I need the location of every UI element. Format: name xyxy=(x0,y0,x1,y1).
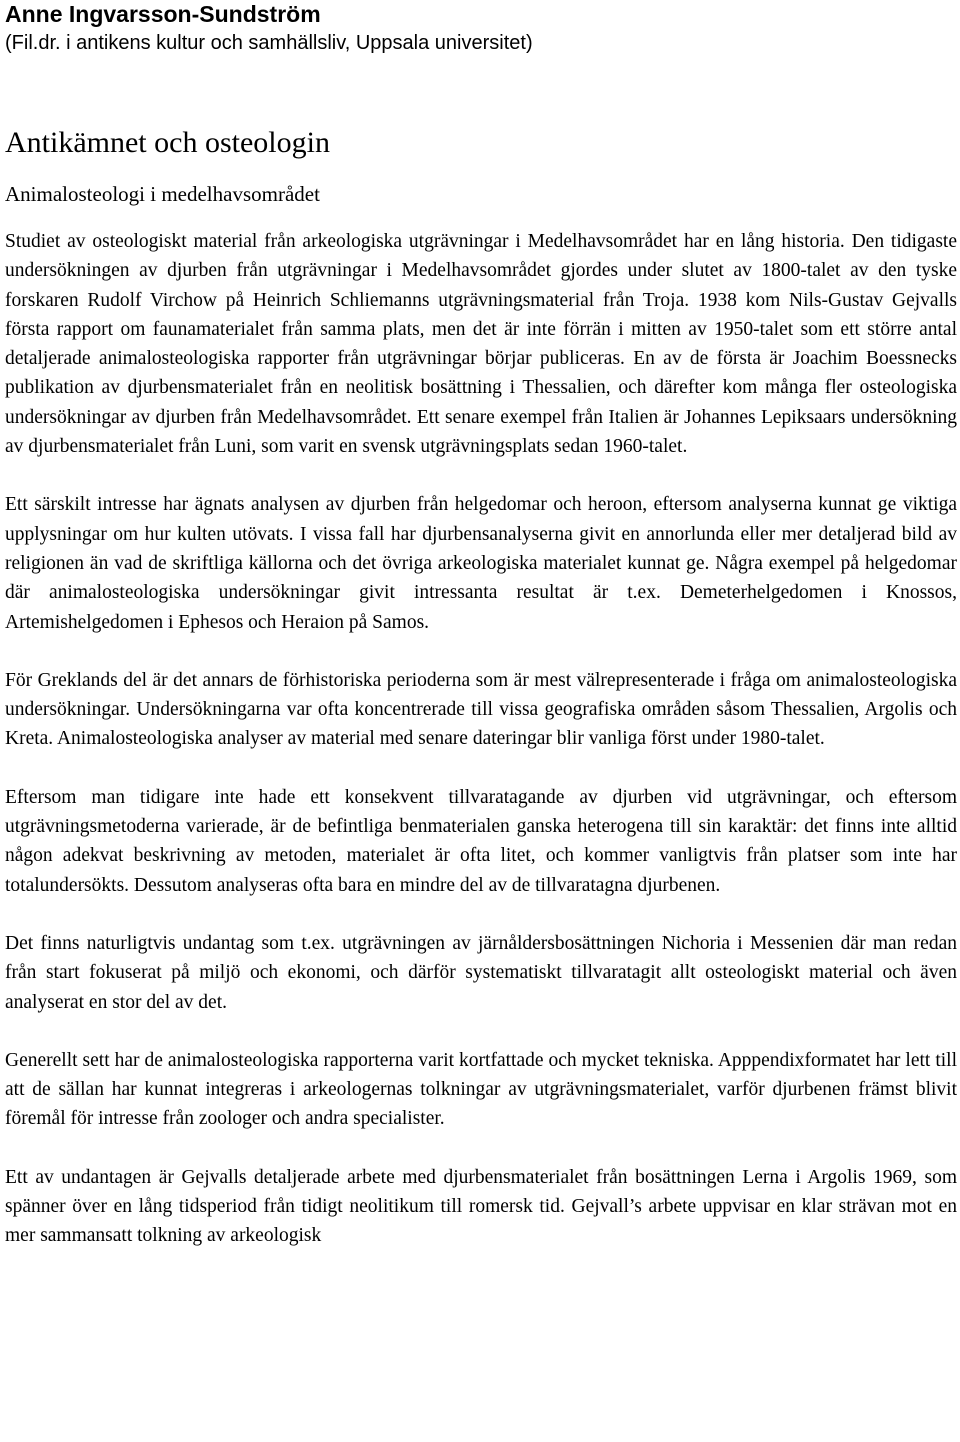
paragraph-5: Det finns naturligtvis undantag som t.ex. utgrävningen av järnåldersbosättningen Nichoria i Messenien där man redan från start fokuserat på miljö och ekonomi, och därför systematiskt tillvaratagit allt osteologiskt material och även analyserat en stor del av det. xyxy=(5,932,957,1013)
paragraph-6: Generellt sett har de animalosteologiska rapporterna varit kortfattade och mycket tekniska. Apppendixformatet har lett till att de sällan har kunnat integreras i arkeologernas tolkningar av utgrävningsmaterialet, varför djurbenen främst blivit föremål för intresse från zoologer och andra specialister. xyxy=(5,1049,957,1130)
paragraph-1: Studiet av osteologiskt material från arkeologiska utgrävningar i Medelhavsområdet har en lång historia. Den tidigaste undersökningen av djurben från utgrävningar i Medelhavsområdet gjordes under slutet av 1800-talet av den tyske forskaren Rudolf Virchow på Heinrich Schliemanns utgrävningsmaterial från Troja. 1938 kom Nils-Gustav Gejvalls första rapport om faunamaterialet från samma plats, men det är inte förrän i mitten av 1950-talet som ett större antal detaljerade animalosteologiska rapporter från utgrävningar börjar publiceras. En av de första är Joachim Boessnecks publikation av djurbensmaterialet från en neolitisk bosättning i Thessalien, och därefter kom många fler osteologiska undersökningar av djurben från Medelhavsområdet. Ett senare exempel från Italien är Johannes Lepiksaars undersökning av djurbensmaterialet från Luni, som varit en svensk utgrävningsplats sedan 1960-talet. xyxy=(5,231,957,458)
author-affiliation: (Fil.dr. i antikens kultur och samhällsliv, Uppsala universitet) xyxy=(5,32,533,54)
paragraph-2: Ett särskilt intresse har ägnats analysen av djurben från helgedomar och heroon, eftersom analyserna kunnat ge viktiga upplysningar om hur kulten utövats. I vissa fall har djurbensanalyserna givit en annorlunda eller mer detaljerad bild av religionen än vad de skriftliga källorna och det övriga arkeologiska materialet kunnat ge. Några exempel på helgedomar där animalosteologiska undersökningar givit intressanta resultat är t.ex. Demeterhelgedomen i Knossos, Artemishelgedomen i Ephesos och Heraion på Samos. xyxy=(5,494,957,633)
paragraph-3: För Greklands del är det annars de förhistoriska perioderna som är mest välrepresenterade i fråga om animalosteologiska undersökningar. Undersökningarna var ofta koncentrerade till vissa geografiska områden såsom Thessalien, Argolis och Kreta. Animalosteologiska analyser av material med senare dateringar blir vanliga först under 1980-talet. xyxy=(5,669,957,750)
document-page xyxy=(5,0,957,1251)
paragraph-7: Ett av undantagen är Gejvalls detaljerade arbete med djurbensmaterialet från bosättningen Lerna i Argolis 1969, som spänner över en lång tidsperiod från tidigt neolitikum till romersk tid. Gejvall’s arbete uppvisar en klar strävan mot en mer sammansatt tolkning av arkeologisk xyxy=(5,1166,957,1247)
article-title: Antikämnet och osteologin xyxy=(5,126,330,159)
author-name: Anne Ingvarsson-Sundström xyxy=(5,1,321,27)
article-subtitle: Animalosteologi i medelhavsområdet xyxy=(5,182,320,206)
paragraph-4: Eftersom man tidigare inte hade ett konsekvent tillvaratagande av djurben vid utgrävningar, och eftersom utgrävningsmetoderna varierade, är de befintliga benmaterialen ganska heterogena till sin karaktär: det finns inte alltid någon adekvat beskrivning av metoden, materialet är ofta litet, och kommer vanligtvis från platser som inte har totalundersökts. Dessutom analyseras ofta bara en mindre del av de tillvaratagna djurbenen. xyxy=(5,786,957,896)
